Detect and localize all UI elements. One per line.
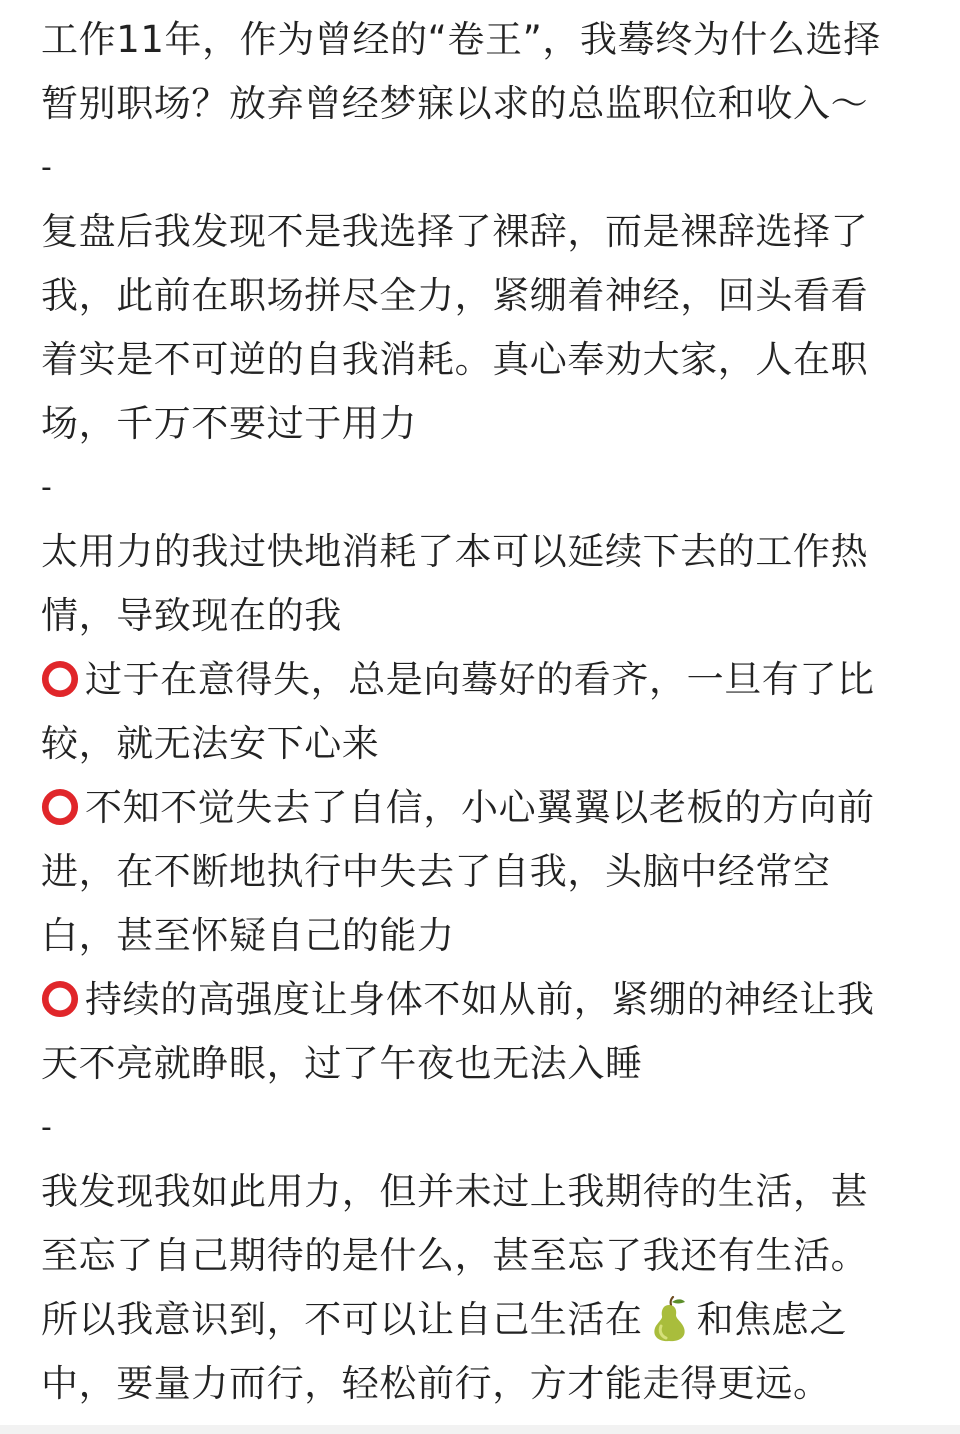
red-circle-icon bbox=[41, 980, 79, 1018]
text-line: 暂别职场？放弃曾经梦寐以求的总监职位和收入～ bbox=[41, 82, 869, 125]
text-segment: 和焦虑之 bbox=[696, 1298, 848, 1341]
bullet-text: 持续的高强度让身体不如从前，紧绷的神经让我 bbox=[85, 978, 875, 1021]
text-line-with-emoji bbox=[41, 1288, 923, 1352]
pear-icon bbox=[647, 1296, 691, 1342]
section-divider: - bbox=[41, 470, 52, 505]
text-line: 较，就无法安下心来 bbox=[41, 722, 380, 765]
text-line: 我发现我如此用力，但并未过上我期待的生活，甚 bbox=[41, 1170, 869, 1213]
red-circle-icon bbox=[41, 788, 79, 826]
text-line: 中，要量力而行，轻松前行，方才能走得更远。 bbox=[41, 1362, 831, 1405]
text-line: 复盘后我发现不是我选择了裸辞，而是裸辞选择了 bbox=[41, 210, 869, 253]
red-circle-icon bbox=[41, 660, 79, 698]
text-line: 我，此前在职场拼尽全力，紧绷着神经，回头看看 bbox=[41, 274, 869, 317]
text-line: 进，在不断地执行中失去了自我，头脑中经常空 bbox=[41, 850, 831, 893]
text-line: 太用力的我过快地消耗了本可以延续下去的工作热 bbox=[41, 530, 869, 573]
bullet-line bbox=[41, 968, 923, 1032]
bottom-divider bbox=[0, 1425, 960, 1434]
post-body bbox=[41, 8, 923, 1416]
text-line: 着实是不可逆的自我消耗。真心奉劝大家，人在职 bbox=[41, 338, 869, 381]
bullet-text: 过于在意得失，总是向蓦好的看齐，一旦有了比 bbox=[85, 658, 875, 701]
bullet-line bbox=[41, 776, 923, 840]
section-divider: - bbox=[41, 150, 52, 185]
text-line: 白，甚至怀疑自己的能力 bbox=[41, 914, 455, 957]
bullet-text: 不知不觉失去了自信，小心翼翼以老板的方向前 bbox=[85, 786, 875, 829]
section-divider: - bbox=[41, 1110, 52, 1145]
text-line: 场，千万不要过于用力 bbox=[41, 402, 417, 445]
text-segment: 所以我意识到，不可以让自己生活在 bbox=[41, 1298, 643, 1341]
text-line: 天不亮就睁眼，过了午夜也无法入睡 bbox=[41, 1042, 643, 1085]
text-line: 工作11年，作为曾经的“卷王”，我蓦终为什么选择 bbox=[41, 18, 881, 61]
bullet-line bbox=[41, 648, 923, 712]
text-line: 至忘了自己期待的是什么，甚至忘了我还有生活。 bbox=[41, 1234, 869, 1277]
text-line: 情，导致现在的我 bbox=[41, 594, 342, 637]
